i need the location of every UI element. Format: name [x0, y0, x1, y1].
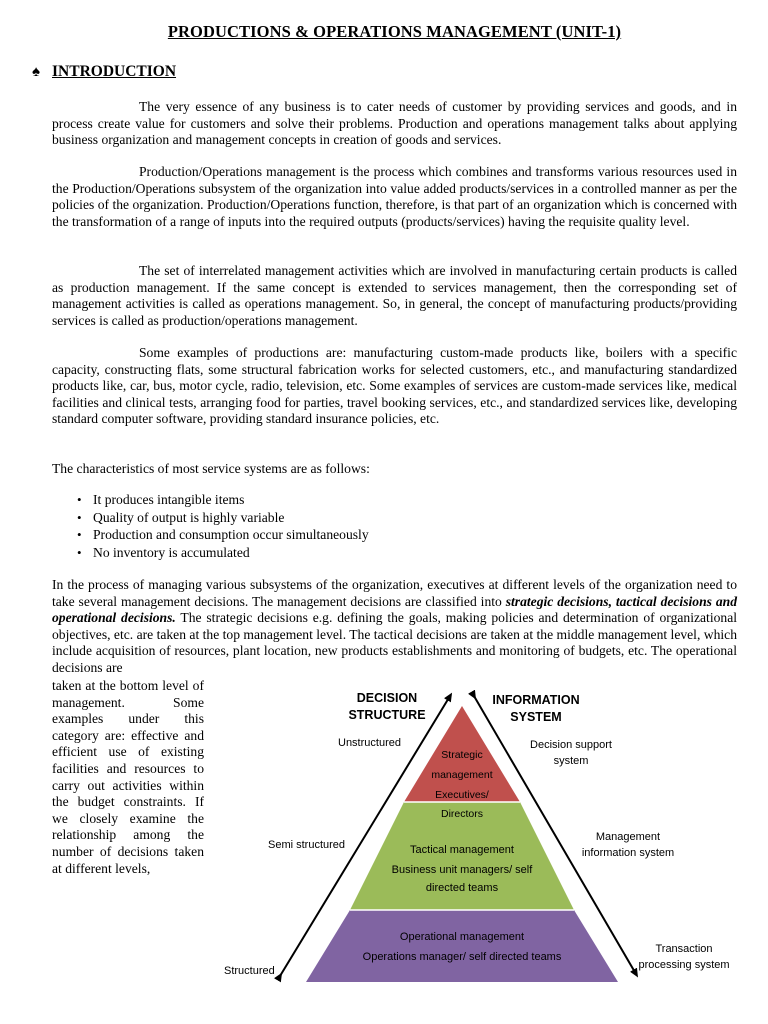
- list-item: • Production and consumption occur simultaneously: [93, 526, 369, 544]
- characteristics-list: [52, 491, 369, 561]
- list-item: • No inventory is accumulated: [93, 544, 369, 562]
- tier-tactical-label: Tactical management: [410, 844, 514, 856]
- decision-pyramid-diagram: [218, 680, 738, 988]
- decision-structure-heading: DECISION: [356, 691, 418, 705]
- pyramid-svg: [218, 680, 738, 988]
- paragraph-examples: Some examples of productions are: manufacturing custom-made products like, boilers with a specific capacity, constructing flats, some structural fabrication works for selected customers, etc., and manufacturing standardized products like, car, bus, motor cycle, radio, television, etc. Some examples of services are custom-made services like, medical facilities and clinical tests, arranging food for parties, travel booking services, etc., and standardized services like, developing standard computer software, providing standard insurance policies, etc.: [52, 345, 737, 427]
- label-unstructured: Unstructured: [338, 737, 401, 749]
- label-structured: Structured: [224, 965, 275, 977]
- decision-structure-heading: STRUCTURE: [348, 708, 426, 722]
- tier-tactical-label: Business unit managers/ self: [391, 864, 533, 876]
- information-system-heading: INFORMATION: [492, 693, 580, 707]
- paragraph-activities: The set of interrelated management activities which are involved in manufacturing certain products is called as production management. If the same concept is extended to services management, then the corresponding set of management activities is called as operations management. So, in general, the concept of manufacturing products/providing services is called as production/operations management.: [52, 263, 737, 328]
- tier-tactical-label: directed teams: [425, 882, 499, 894]
- label-decision-support-system: Decision support: [530, 739, 612, 751]
- label-transaction-processing-system: processing system: [638, 959, 730, 971]
- list-item: • It produces intangible items: [93, 491, 369, 509]
- page-title: PRODUCTIONS & OPERATIONS MANAGEMENT (UNIT-1): [167, 22, 622, 41]
- tier-strategic-label: management: [431, 769, 493, 781]
- pyramid-tier-operational: [306, 910, 618, 982]
- tier-strategic-label: Strategic: [441, 749, 483, 761]
- label-decision-support-system: system: [553, 755, 589, 767]
- spade-icon: ♠: [32, 64, 40, 80]
- tier-operational-label: Operations manager/ self directed teams: [362, 951, 562, 963]
- tier-operational-label: Operational management: [399, 931, 525, 943]
- paragraph-intro: The very essence of any business is to cater needs of customer by providing services and goods, and in process create value for customers and solve their problems. Production and operations management talks about applying business organization and management concepts in creation of goods and services.: [52, 99, 737, 148]
- information-system-heading: SYSTEM: [510, 710, 562, 724]
- paragraph-decisions: [52, 577, 737, 677]
- paragraph-definition: Production/Operations management is the process which combines and transforms various resources used in the Production/Operations subsystem of the organization into value added products/services in a controlled manner as per the policies of the organization. Production/Operations function, therefore, is that part of an organization which is concerned with the transformation of a range of inputs into the required outputs (products/services) having the requisite quality level.: [52, 164, 737, 229]
- decision-types-emphasis: strategic decisions, tactical decisions and operational decisions.: [52, 593, 737, 626]
- paragraph-decisions-part-a: In the process of managing various subsystems of the organization, executives at different levels of the organization need to take several management decisions. The management decisions are classified into: [52, 577, 737, 609]
- label-management-information-system: Management: [595, 831, 661, 843]
- section-heading: [32, 63, 176, 81]
- list-item: • Quality of output is highly variable: [93, 509, 369, 527]
- tier-strategic-label: Executives/: [435, 789, 489, 801]
- paragraph-operational-decisions: taken at the bottom level of management. Some examples under this category are: effective and efficient use of existing facilities and resources to carry out activities within the budget constraints. If we closely examine the relationship among the number of decisions taken at different levels,: [52, 678, 204, 876]
- label-semi-structured: Semi structured: [268, 839, 346, 851]
- paragraph-characteristics: The characteristics of most service systems are as follows:: [52, 461, 370, 476]
- label-transaction-processing-system: Transaction: [655, 943, 713, 955]
- label-management-information-system: information system: [581, 847, 675, 859]
- tier-strategic-label: Directors: [440, 808, 484, 820]
- paragraph-decisions-part-b: The strategic decisions e.g. defining the goals, making policies and determination of organizational objectives, etc. are taken at the top management level. The tactical decisions are taken at the middle management level, which include acquisition of resources, plant location, new products establishments and monitoring of budgets, etc. The operational decisions are: [52, 610, 738, 675]
- section-heading-text: INTRODUCTION: [52, 63, 177, 80]
